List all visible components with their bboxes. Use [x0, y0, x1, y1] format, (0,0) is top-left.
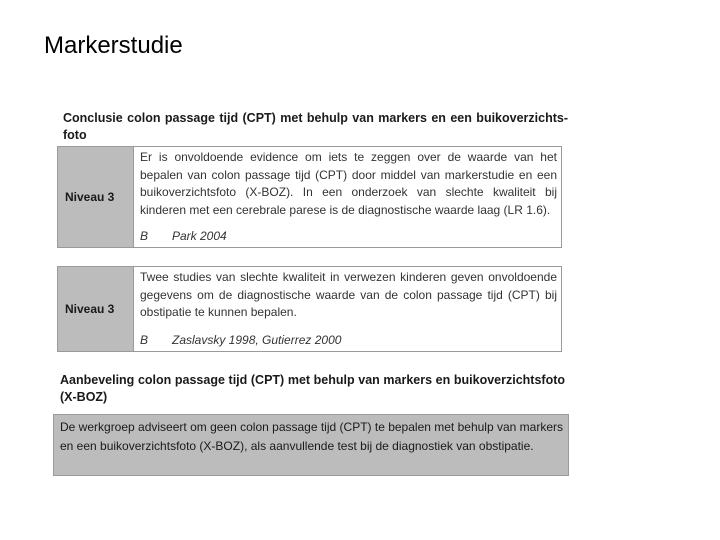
evidence-text: Twee studies van slechte kwaliteit in verwezen kinderen geven onvoldoende gegevens om de diagnostische waarde van de colon passage tijd (CPT) bij obstipatie te kunnen bepalen.: [140, 270, 557, 319]
evidence-table-row: [57, 146, 562, 248]
evidence-grade: B: [140, 332, 149, 347]
reference-citation: Zaslavsky 1998, Gutierrez 2000: [172, 332, 342, 347]
evidence-level: Niveau 3: [58, 147, 134, 247]
recommendation-box: De werkgroep adviseert om geen colon passage tijd (CPT) te bepalen met behulp van markers en een buikoverzichtsfoto (X-BOZ), als aanvullende test bij de diagnostiek van obstipatie.: [53, 414, 569, 476]
evidence-cell: [134, 267, 561, 351]
evidence-reference: [140, 228, 227, 246]
evidence-table-row: [57, 266, 562, 352]
recommendation-heading: Aanbeveling colon passage tijd (CPT) met behulp van markers en buikoverzichtsfoto (X-BOZ): [60, 373, 565, 404]
evidence-reference: [140, 332, 341, 350]
page-title: Markerstudie: [44, 32, 183, 59]
evidence-grade: B: [140, 228, 149, 243]
conclusion-heading: Conclusie colon passage tijd (CPT) met behulp van markers en een buikoverzichts-foto: [63, 111, 568, 142]
evidence-text: Er is onvoldoende evidence om iets te zeggen over de waarde van het bepalen van colon passage tijd (CPT) door middel van markerstudie en een buikoverzichtsfoto (X-BOZ). In een onderzoek van slechte kwaliteit bij kinderen met een cerebrale parese is de diagnostische waarde laag (LR 1.6).: [140, 150, 557, 217]
evidence-level: Niveau 3: [58, 267, 134, 351]
evidence-cell: [134, 147, 561, 247]
reference-citation: Park 2004: [172, 228, 227, 243]
